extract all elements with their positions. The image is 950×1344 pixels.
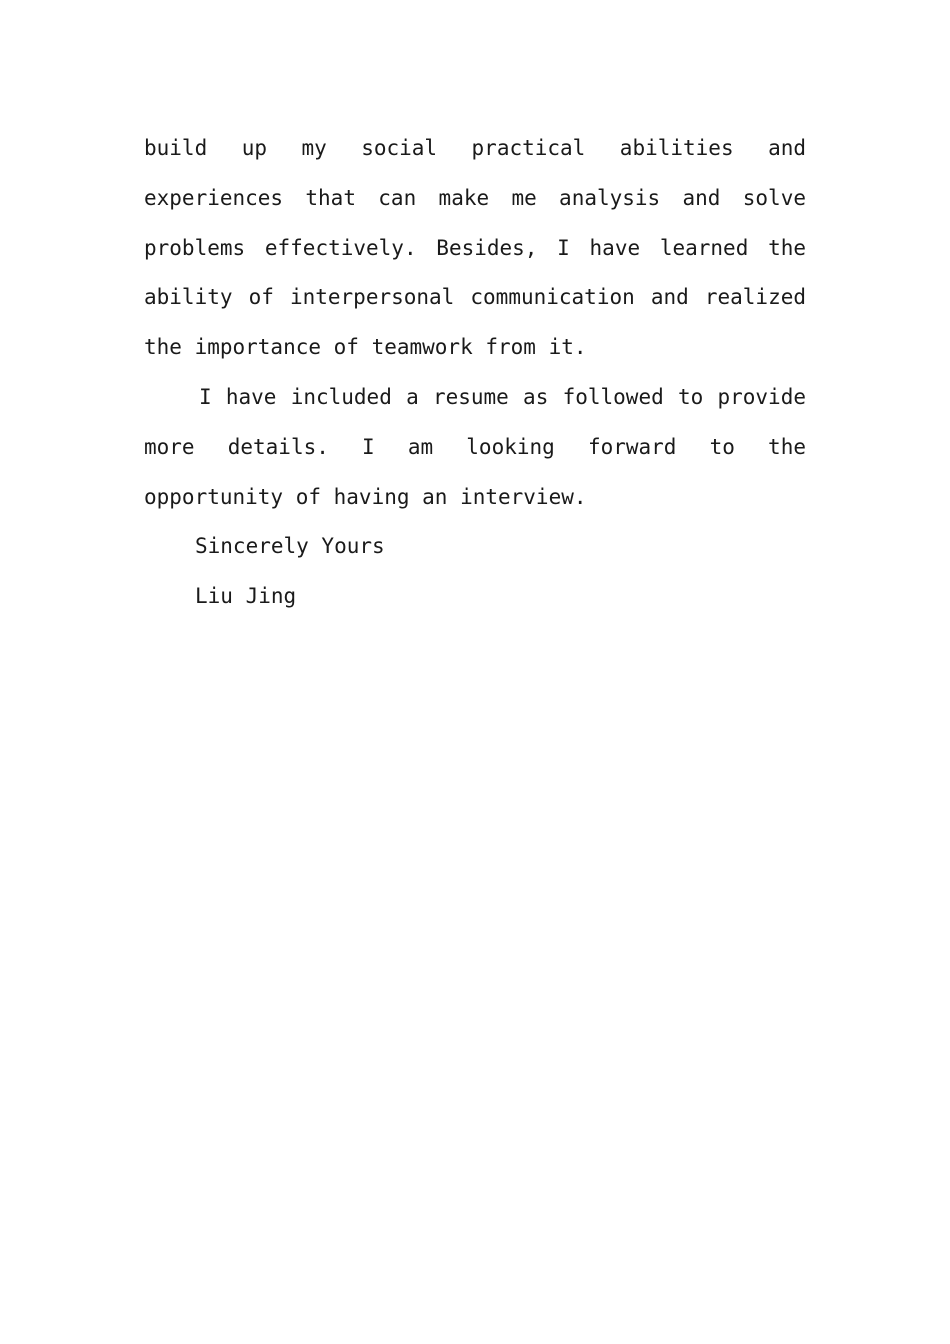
paragraph-resume: I have included a resume as followed to provide more details. I am looking forward to the opportunity of having an interview. [144,384,806,509]
letter-body [144,124,806,622]
paragraph-abilities: build up my social practical abilities and experiences that can make me analysis and solve problems effectively. Besides, I have learned the ability of interpersonal communication and realized the importance of teamwork from it. [144,136,806,360]
signature: Liu Jing [195,584,297,609]
closing-line: Sincerely Yours [195,534,385,559]
